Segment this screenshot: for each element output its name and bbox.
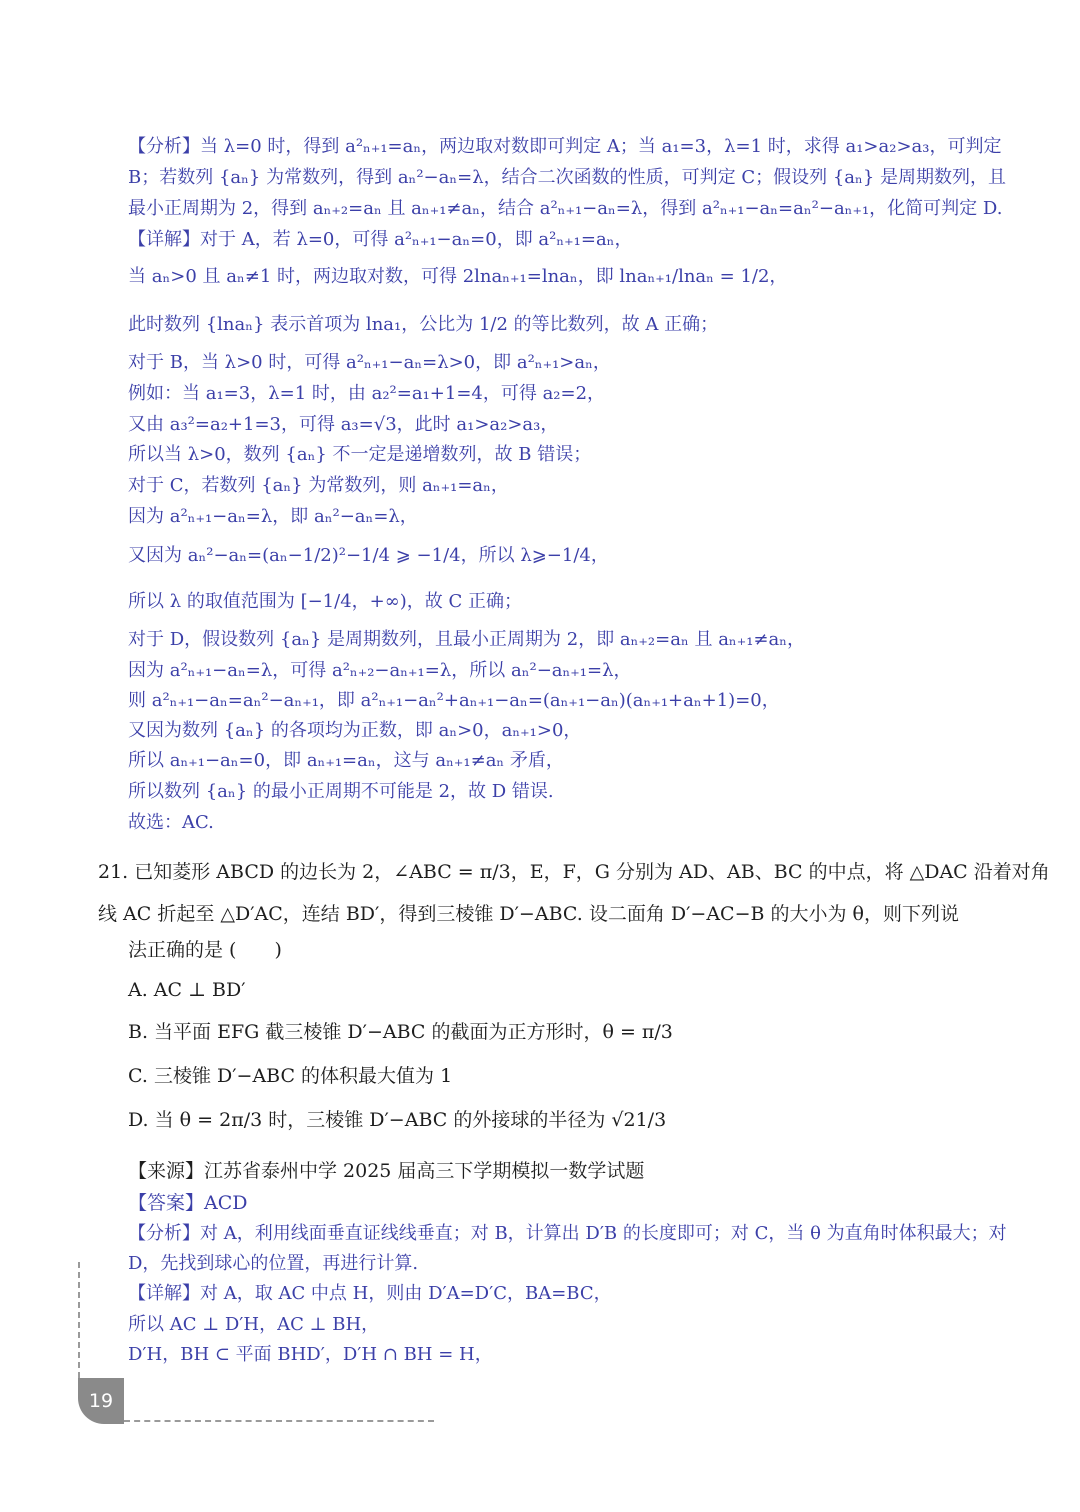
analysis-line: 最小正周期为 2，得到 aₙ₊₂=aₙ 且 aₙ₊₁≠aₙ，结合 a²ₙ₊₁−aₙ=λ，得到 a²ₙ₊₁−aₙ=aₙ²−aₙ₊₁，化简可判定 D. (128, 198, 1003, 219)
detail-line: 所以 aₙ₊₁−aₙ=0，即 aₙ₊₁=aₙ，这与 aₙ₊₁≠aₙ 矛盾， (128, 750, 564, 771)
detail-line: 对于 C，若数列 {aₙ} 为常数列，则 aₙ₊₁=aₙ， (128, 475, 509, 496)
option-c: C. 三棱锥 D′−ABC 的体积最大值为 1 (128, 1065, 453, 1087)
detail2-line: 【详解】对 A，取 AC 中点 H，则由 D′A=D′C，BA=BC， (128, 1283, 612, 1304)
source-line: 【来源】江苏省泰州中学 2025 届高三下学期模拟一数学试题 (128, 1160, 645, 1182)
detail-line: 则 a²ₙ₊₁−aₙ=aₙ²−aₙ₊₁，即 a²ₙ₊₁−aₙ²+aₙ₊₁−aₙ=(aₙ₊₁−aₙ)(aₙ₊₁+aₙ+1)=0， (128, 690, 780, 711)
option-b: B. 当平面 EFG 截三棱锥 D′−ABC 的截面为正方形时，θ = π/3 (128, 1021, 673, 1043)
detail2-line: 所以 AC ⊥ D′H，AC ⊥ BH， (128, 1314, 380, 1335)
detail-line: 因为 a²ₙ₊₁−aₙ=λ，可得 a²ₙ₊₂−aₙ₊₁=λ，所以 aₙ²−aₙ₊₁=λ， (128, 660, 632, 681)
analysis2-line: 【分析】对 A，利用线面垂直证线线垂直；对 B，计算出 D′B 的长度即可；对 C，当 θ 为直角时体积最大；对 (128, 1223, 1007, 1244)
detail2-line: D′H，BH ⊂ 平面 BHD′，D′H ∩ BH = H， (128, 1344, 493, 1365)
detail-line: 此时数列 {lnaₙ} 表示首项为 lna₁，公比为 1/2 的等比数列，故 A 正确； (128, 314, 719, 335)
analysis-line: B；若数列 {aₙ} 为常数列，得到 aₙ²−aₙ=λ，结合二次函数的性质，可判定 C；假设列 {aₙ} 是周期数列，且 (128, 167, 1006, 188)
detail-line: 故选：AC. (128, 812, 214, 833)
detail-line: 【详解】对于 A，若 λ=0，可得 a²ₙ₊₁−aₙ=0，即 a²ₙ₊₁=aₙ， (128, 229, 633, 250)
question-line: 法正确的是 ( ) (128, 939, 282, 961)
answer-line: 【答案】ACD (128, 1192, 248, 1214)
detail-line: 对于 B，当 λ>0 时，可得 a²ₙ₊₁−aₙ=λ>0，即 a²ₙ₊₁>aₙ， (128, 352, 611, 373)
detail-line: 又因为 aₙ²−aₙ=(aₙ−1/2)²−1/4 ⩾ −1/4，所以 λ⩾−1/4， (128, 545, 609, 566)
dashed-border-vertical (78, 1262, 80, 1378)
detail-line: 因为 a²ₙ₊₁−aₙ=λ，即 aₙ²−aₙ=λ， (128, 506, 418, 527)
analysis-line: 【分析】当 λ=0 时，得到 a²ₙ₊₁=aₙ，两边取对数即可判定 A；当 a₁=3，λ=1 时，求得 a₁>a₂>a₃，可判定 (128, 136, 1002, 157)
detail-line: 又因为数列 {aₙ} 的各项均为正数，即 aₙ>0，aₙ₊₁>0， (128, 720, 582, 741)
option-a: A. AC ⊥ BD′ (128, 979, 246, 1001)
detail-line: 对于 D，假设数列 {aₙ} 是周期数列，且最小正周期为 2，即 aₙ₊₂=aₙ 且 aₙ₊₁≠aₙ， (128, 629, 806, 650)
detail-line: 例如：当 a₁=3，λ=1 时，由 a₂²=a₁+1=4，可得 a₂=2， (128, 383, 606, 404)
detail-line: 当 aₙ>0 且 aₙ≠1 时，两边取对数，可得 2lnaₙ₊₁=lnaₙ，即 lnaₙ₊₁/lnaₙ = 1/2， (128, 266, 788, 287)
question-line: 线 AC 折起至 △D′AC，连结 BD′，得到三棱锥 D′−ABC. 设二面角 D′−AC−B 的大小为 θ，则下列说 (98, 903, 959, 925)
dashed-border-horizontal (124, 1420, 434, 1422)
question-line: 21. 已知菱形 ABCD 的边长为 2，∠ABC = π/3，E，F，G 分别为 AD、AB、BC 的中点，将 △DAC 沿着对角 (98, 861, 1050, 883)
detail-line: 所以当 λ>0，数列 {aₙ} 不一定是递增数列，故 B 错误； (128, 444, 592, 465)
detail-line: 所以数列 {aₙ} 的最小正周期不可能是 2，故 D 错误. (128, 781, 554, 802)
page-number: 19 (78, 1378, 124, 1424)
option-d: D. 当 θ = 2π/3 时，三棱锥 D′−ABC 的外接球的半径为 √21/3 (128, 1109, 667, 1131)
detail-line: 又由 a₃²=a₂+1=3，可得 a₃=√3，此时 a₁>a₂>a₃， (128, 414, 559, 435)
analysis2-line: D，先找到球心的位置，再进行计算. (128, 1253, 419, 1274)
detail-line: 所以 λ 的取值范围为 [−1/4，+∞)，故 C 正确； (128, 591, 522, 612)
